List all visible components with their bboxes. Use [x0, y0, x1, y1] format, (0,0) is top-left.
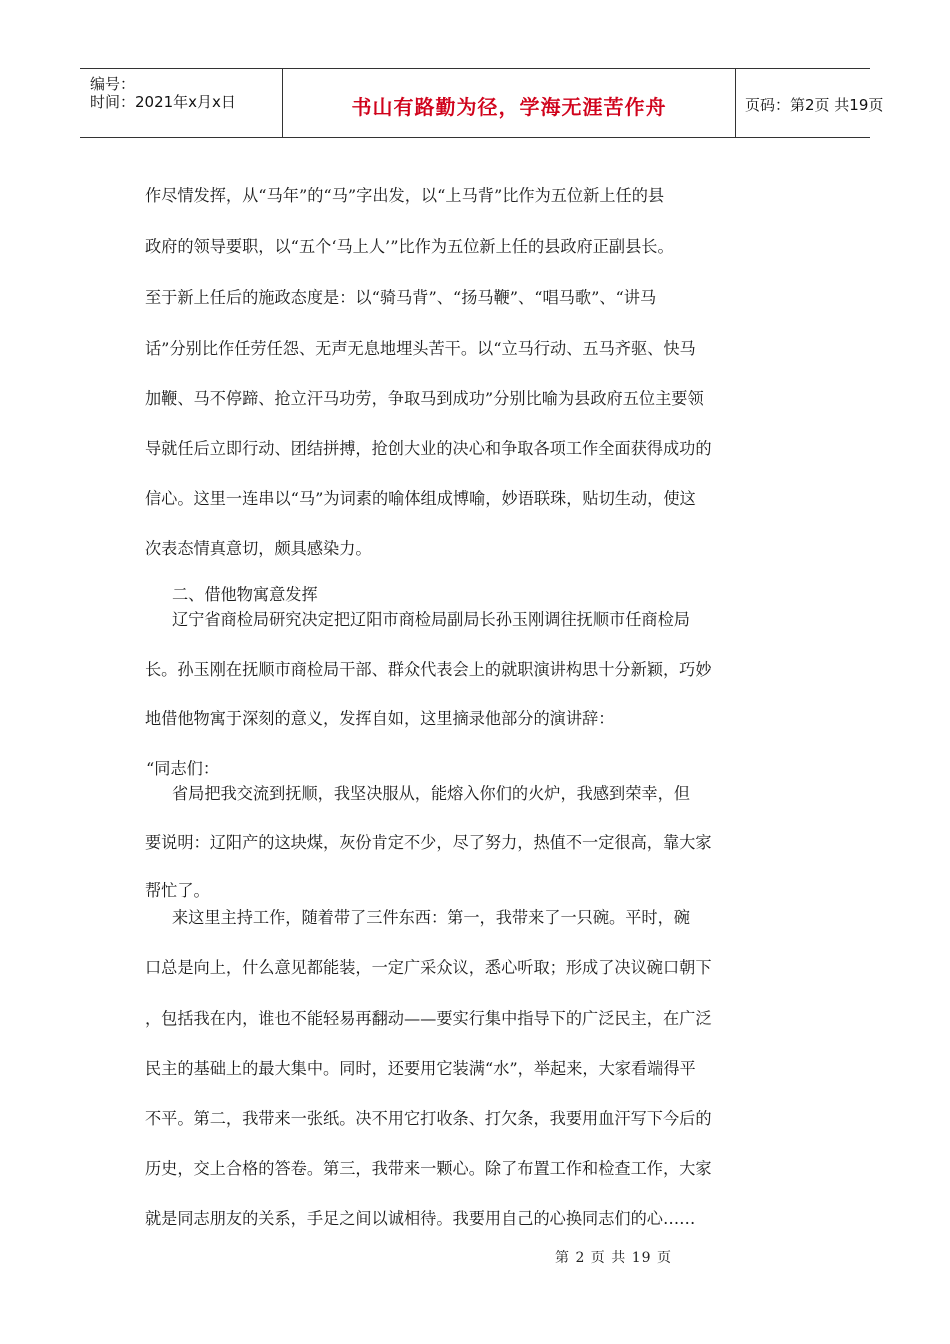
paragraph-line: 口总是向上，什么意见都能装，一定广采众议，悉心听取；形成了决议碗口朝下	[145, 958, 712, 977]
date-label: 时间：2021年x月x日	[90, 93, 236, 111]
motto-text: 书山有路勤为径，学海无涯苦作舟	[351, 95, 667, 119]
page-info: 页码：第2页 共19页	[745, 96, 884, 114]
paragraph-line: 不平。第二，我带来一张纸。决不用它打收条、打欠条，我要用血汗写下今后的	[145, 1109, 712, 1128]
paragraph-line: 政府的领导要职，以“五个‘马上人’”比作为五位新上任的县政府正副县长。	[145, 237, 674, 256]
header-motto-cell	[282, 69, 736, 137]
section-heading: 二、借他物寓意发挥	[172, 585, 318, 604]
paragraph-line: 导就任后立即行动、团结拼搏，抢创大业的决心和争取各项工作全面获得成功的	[145, 439, 712, 458]
paragraph-line: 来这里主持工作，随着带了三件东西：第一，我带来了一只碗。平时，碗	[172, 908, 690, 927]
paragraph-line: 就是同志朋友的关系，手足之间以诚相待。我要用自己的心换同志们的心……	[145, 1209, 696, 1228]
paragraph-line: 民主的基础上的最大集中。同时，还要用它装满“水”，举起来，大家看端得平	[145, 1059, 696, 1078]
paragraph-line: 作尽情发挥，从“马年”的“马”字出发，以“上马背”比作为五位新上任的县	[145, 186, 665, 205]
paragraph-line: 话”分别比作任劳任怨、无声无息地埋头苦干。以“立马行动、五马齐驱、快马	[145, 339, 696, 358]
paragraph-line: ，包括我在内，谁也不能轻易再翻动——要实行集中指导下的广泛民主，在广泛	[145, 1009, 712, 1028]
speech-salutation: “同志们：	[146, 759, 220, 778]
paragraph-line: 辽宁省商检局研究决定把辽阳市商检局副局长孙玉刚调往抚顺市任商检局	[172, 610, 690, 629]
paragraph-line: 要说明：辽阳产的这块煤，灰份肯定不少，尽了努力，热值不一定很高，靠大家	[145, 833, 712, 852]
serial-number-label: 编号：	[90, 75, 136, 93]
header-table	[80, 68, 884, 138]
paragraph-line: 长。孙玉刚在抚顺市商检局干部、群众代表会上的就职演讲构思十分新颖，巧妙	[145, 660, 712, 679]
paragraph-line: 次表态情真意切，颇具感染力。	[145, 539, 372, 558]
paragraph-line: 帮忙了。	[145, 881, 210, 900]
header-meta-cell	[80, 69, 282, 137]
paragraph-line: 信心。这里一连串以“马”为词素的喻体组成博喻，妙语联珠，贴切生动，使这	[145, 489, 696, 508]
paragraph-line: 省局把我交流到抚顺，我坚决服从，能熔入你们的火炉，我感到荣幸，但	[172, 784, 690, 803]
paragraph-line: 历史，交上合格的答卷。第三，我带来一颗心。除了布置工作和检查工作，大家	[145, 1159, 712, 1178]
paragraph-line: 至于新上任后的施政态度是：以“骑马背”、“扬马鞭”、“唱马歌”、“讲马	[145, 288, 657, 307]
paragraph-line: 地借他物寓于深刻的意义，发挥自如，这里摘录他部分的演讲辞：	[145, 709, 615, 728]
paragraph-line: 加鞭、马不停蹄、抢立汗马功劳，争取马到成功”分别比喻为县政府五位主要领	[145, 389, 704, 408]
page-footer: 第 2 页 共 19 页	[555, 1250, 672, 1266]
header-page-cell	[735, 69, 884, 137]
